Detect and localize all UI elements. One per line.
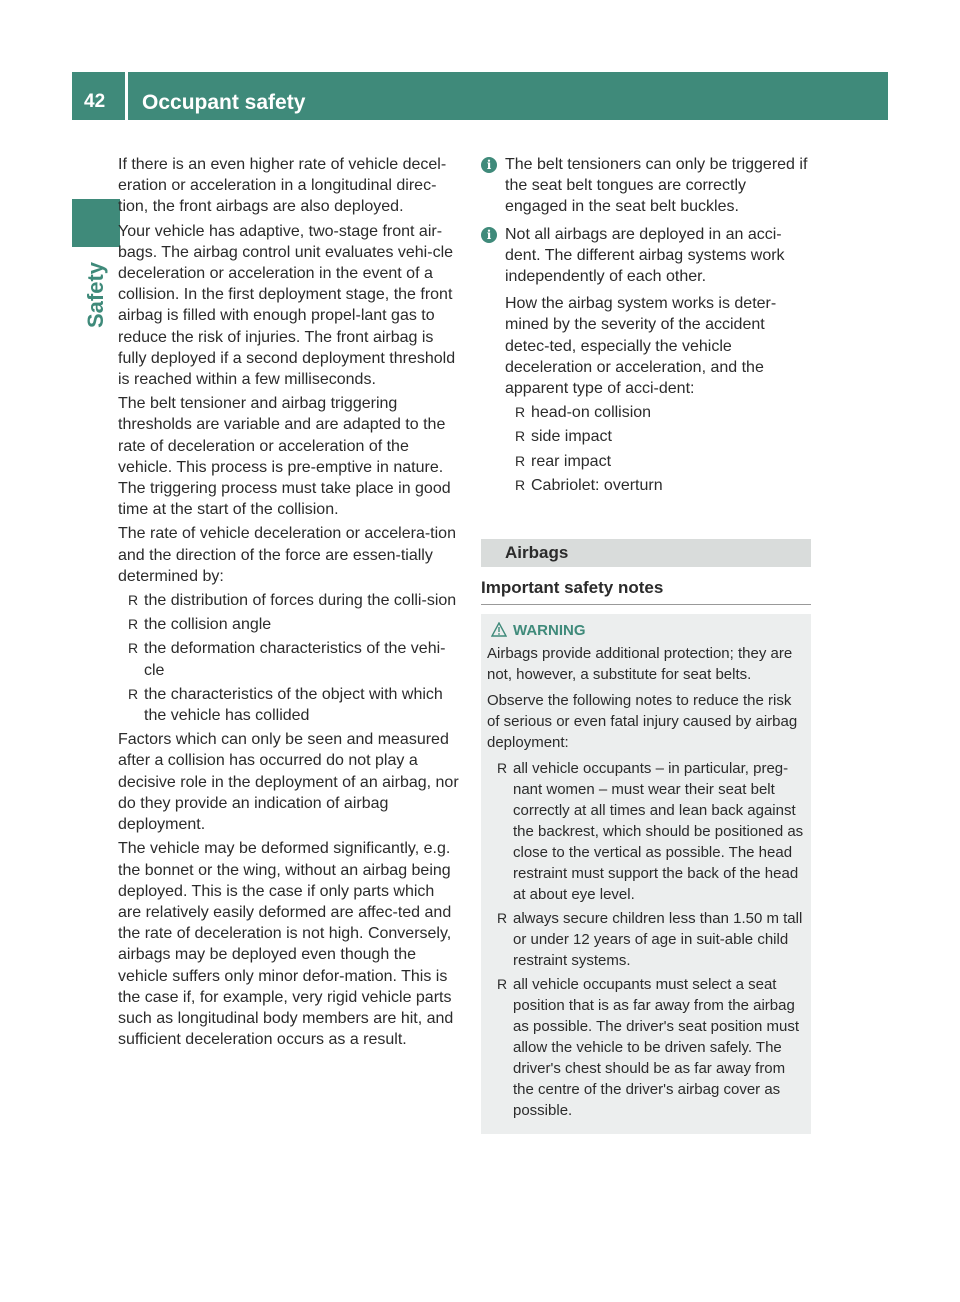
list-item: R head-on collision	[505, 402, 811, 423]
list-item: R the deformation characteristics of the vehi-cle	[128, 640, 446, 679]
warning-box	[481, 614, 811, 1134]
info-note: i Not all airbags are deployed in an acci-dent. The different airbag systems work independently of each other.	[481, 224, 811, 288]
right-column	[481, 154, 811, 1134]
section-heading-bar: Airbags	[481, 539, 811, 567]
bullet-icon: R	[497, 760, 508, 777]
bullet-icon: R	[128, 616, 139, 633]
subheading: Important safety notes	[481, 577, 811, 605]
section-title: Occupant safety	[142, 91, 306, 114]
paragraph: Your vehicle has adaptive, two-stage front air-bags. The airbag control unit evaluates vehi-cle deceleration or acceleration in the event of a collision. In the first deployment stage, the front airbag is filled with enough propel-lant gas to reduce the risk of injuries. The front airbag is fully deployed if a second deployment threshold is reached within a few milliseconds.	[118, 222, 456, 389]
warning-list-item: R all vehicle occupants must select a seat position that is as far away from the airbag as possible. The driver's seat position must allow the vehicle to be driven safely. The driver's chest should be as far away from the centre of the driver's airbag cover as possible.	[497, 976, 800, 1120]
paragraph: The belt tensioner and airbag triggering thresholds are variable and are adapted to the rate of deceleration or acceleration of the vehicle. This process is pre-emptive in nature. The triggering process must take place in good time at the start of the collision.	[118, 395, 451, 519]
warning-list-item: R always secure children less than 1.50 m tall or under 12 years of age in suit-able child restraint systems.	[497, 910, 803, 970]
warning-paragraph: Observe the following notes to reduce the risk of serious or even fatal injury caused by airbag deployment:	[487, 692, 798, 752]
list-item: R the characteristics of the object with which the vehicle has collided	[128, 685, 443, 725]
bullet-icon: R	[128, 592, 139, 609]
bullet-icon: R	[515, 404, 526, 421]
list-item: R the distribution of forces during the colli-sion	[118, 590, 460, 611]
info-icon: i	[481, 157, 497, 173]
page-number: 42	[84, 91, 106, 112]
bullet-icon: R	[128, 685, 139, 702]
paragraph: The vehicle may be deformed significantly, e.g. the bonnet or the wing, without an airbag being deployed. This is the case if only parts which are relatively easily deformed are affec-ted and the rate of deceleration is not high. Conversely, airbags may be deployed even though the vehicle suffers only minor defor-mation. This is the case if, for example, very rigid vehicle parts such as longitudinal body members are hit, and sufficient deceleration occurs as a result.	[118, 840, 454, 1049]
info-icon: i	[481, 227, 497, 243]
list-item: R the collision angle	[118, 614, 460, 635]
bullet-icon: R	[515, 476, 526, 493]
bullet-icon: R	[497, 910, 508, 927]
warning-heading: WARNING	[491, 620, 805, 641]
list-item: R rear impact	[505, 451, 811, 472]
left-column	[118, 154, 460, 1053]
warning-paragraph: Airbags provide additional protection; they are not, however, a substitute for seat belts.	[487, 645, 793, 684]
side-tab-text: Safety	[83, 261, 109, 329]
info-continuation	[481, 293, 811, 496]
warning-list-item: R all vehicle occupants – in particular, preg-nant women – must wear their seat belt correctly at all times and lean back against the backrest, which should be positioned as close to the vertical as possible. The head restraint must support the back of the head at about eye level.	[497, 760, 804, 904]
paragraph: How the airbag system works is deter-mined by the severity of the accident detec-ted, especially the vehicle deceleration or acceleration, and the apparent type of acci-dent:	[505, 295, 777, 398]
paragraph: Factors which can only be seen and measured after a collision has occurred do not play a decisive role in the deployment of an airbag, nor do they provide an indication of airbag deployment.	[118, 731, 459, 834]
header-divider	[125, 72, 128, 120]
bullet-icon: R	[515, 428, 526, 445]
paragraph: If there is an even higher rate of vehicle decel-eration or acceleration in a longitudinal direc-tion, the front airbags are also deployed.	[118, 156, 447, 216]
info-note: i The belt tensioners can only be triggered if the seat belt tongues are correctly engaged in the seat belt buckles.	[481, 154, 811, 218]
bullet-icon: R	[515, 452, 526, 469]
side-tab-label	[70, 255, 122, 335]
bullet-icon: R	[497, 976, 508, 993]
list-item: R side impact	[505, 426, 811, 447]
side-tab-marker	[72, 199, 120, 247]
bullet-icon: R	[128, 640, 139, 657]
list-item: R Cabriolet: overturn	[505, 475, 811, 496]
warning-triangle-icon	[491, 622, 507, 637]
paragraph: The rate of vehicle deceleration or accelera-tion and the direction of the force are essen-tially determined by:	[118, 525, 456, 585]
